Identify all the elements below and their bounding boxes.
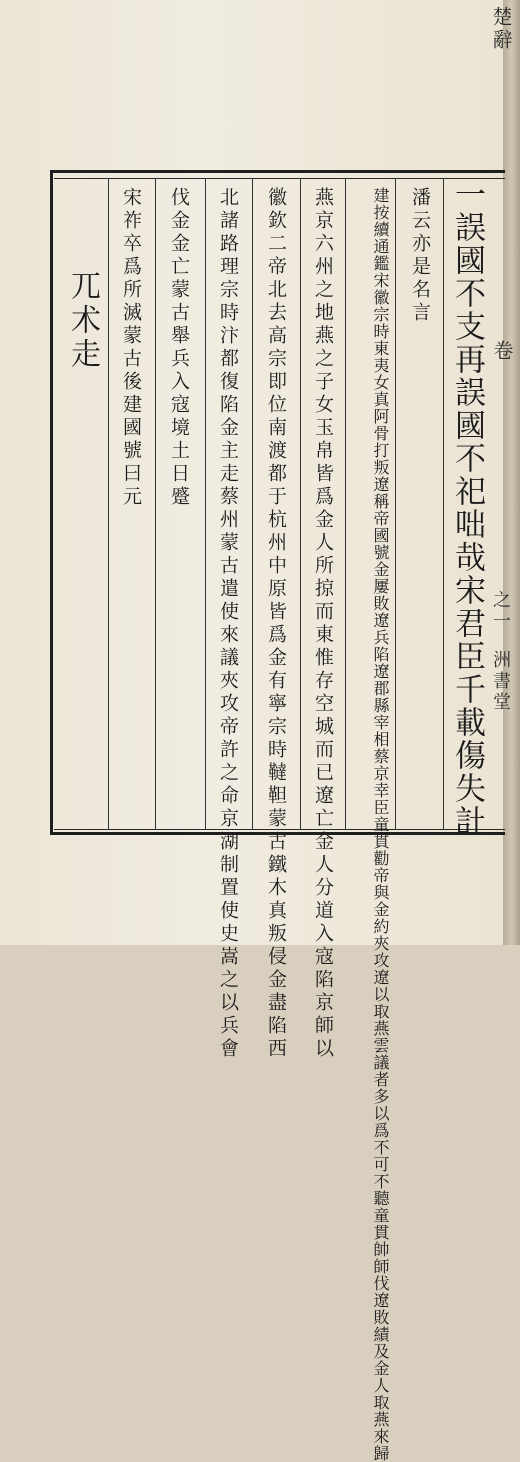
book-gutter	[503, 0, 520, 945]
column-rule	[395, 178, 396, 829]
margin-title: 楚辭	[489, 6, 513, 52]
commentary-column: 徽欽二帝北去高宗即位南渡都于杭州中原皆爲金有寧宗時韃靼蒙古鐵木真叛侵金盡陷西	[265, 187, 287, 1061]
column-rule	[108, 178, 109, 829]
frame-inner-top-rule	[54, 178, 505, 179]
column-rule	[252, 178, 253, 829]
column-rule	[300, 178, 301, 829]
commentary-column: 北諸路理宗時汴都復陷金主走蔡州蒙古遣使來議夾攻帝許之命京湖制置使史嵩之以兵會	[217, 187, 239, 1061]
margin-publisher: 洲書堂	[490, 650, 511, 713]
column-rule	[155, 178, 156, 829]
column-rule	[443, 178, 444, 829]
commentary-column: 宋祚卒爲所滅蒙古後建國號曰元	[120, 187, 142, 509]
column-rule	[345, 178, 346, 829]
section-heading: 兀术走	[65, 270, 100, 372]
commentary-column: 伐金金亡蒙古舉兵入寇境土日蹙	[168, 187, 190, 509]
commentary-column: 燕京六州之地燕之子女玉帛皆爲金人所掠而東惟存空城而已遼亡金人分道入寇陷京師以	[312, 187, 334, 1061]
commentary-column: 建按續通鑑宋徽宗時東夷女真阿骨打叛遼稱帝國號金屢敗遼兵陷遼郡縣宰相蔡京幸臣童貫勸帝與金約夾攻遼以取燕雲議者多以爲不可不聽童貫帥師伐遼敗績及金人取燕來歸	[371, 187, 390, 1462]
column-rule	[205, 178, 206, 829]
margin-volume: 卷	[490, 340, 514, 363]
margin-page: 之一	[490, 590, 511, 632]
main-verse-column: 一誤國不支再誤國不祀咄哉宋君臣千載傷失計	[449, 178, 485, 838]
commentary-column: 潘云亦是名言	[409, 187, 431, 325]
